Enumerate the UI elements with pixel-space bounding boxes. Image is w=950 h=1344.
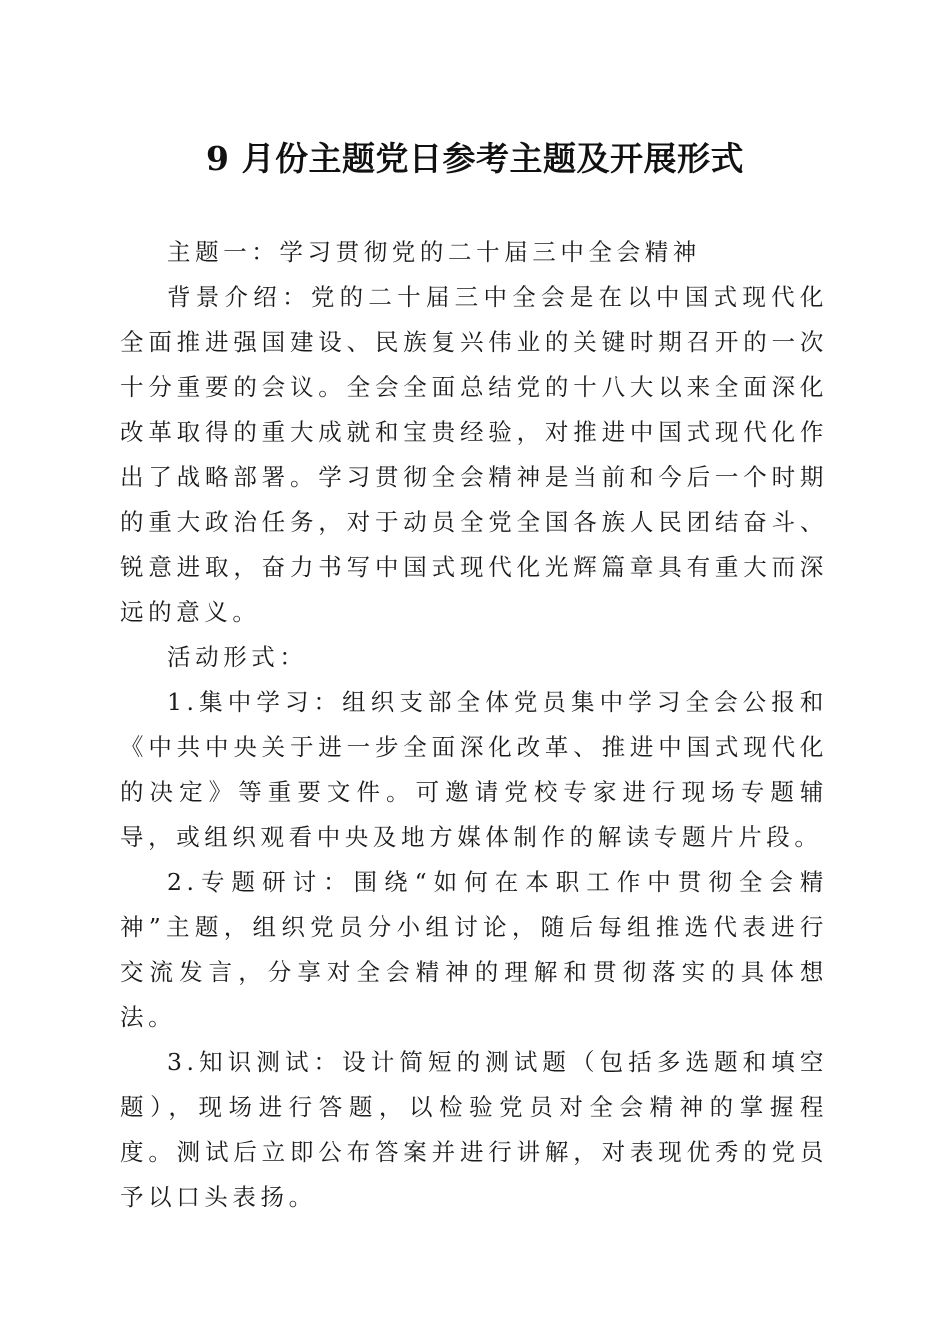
paragraph-activity-heading: 活动形式： [167,643,308,671]
paragraph-background: 背景介绍：党的二十届三中全会是在以中国式现代化全面推进强国建设、民族复兴伟业的关键时期召开的一次十分重要的会议。全会全面总结党的十八大以来全面深化改革取得的重大成就和宝贵经验，对推进中国式现代化作出了战略部署。学习贯彻全会精神是当前和今后一个时期的重大政治任务，对于动员全党全国各族人民团结奋斗、锐意进取，奋力书写中国式现代化光辉篇章具有重大而深远的意义。 [120,283,828,626]
paragraph-activity-1: 1.集中学习：组织支部全体党员集中学习全会公报和《中共中央关于进一步全面深化改革、推进中国式现代化的决定》等重要文件。可邀请党校专家进行现场专题辅导，或组织观看中央及地方媒体制作的解读专题片片段。 [120,688,828,851]
document-title: 9 月份主题党日参考主题及开展形式 [206,139,744,178]
paragraph-theme: 主题一：学习贯彻党的二十届三中全会精神 [167,238,701,266]
paragraph-activity-3: 3.知识测试：设计简短的测试题（包括多选题和填空题），现场进行答题，以检验党员对全会精神的掌握程度。测试后立即公布答案并进行讲解，对表现优秀的党员予以口头表扬。 [120,1048,828,1211]
paragraph-activity-2: 2.专题研讨：围绕“如何在本职工作中贯彻全会精神”主题，组织党员分小组讨论，随后每组推选代表进行交流发言，分享对全会精神的理解和贯彻落实的具体想法。 [120,868,828,1031]
document-body [120,230,828,1220]
